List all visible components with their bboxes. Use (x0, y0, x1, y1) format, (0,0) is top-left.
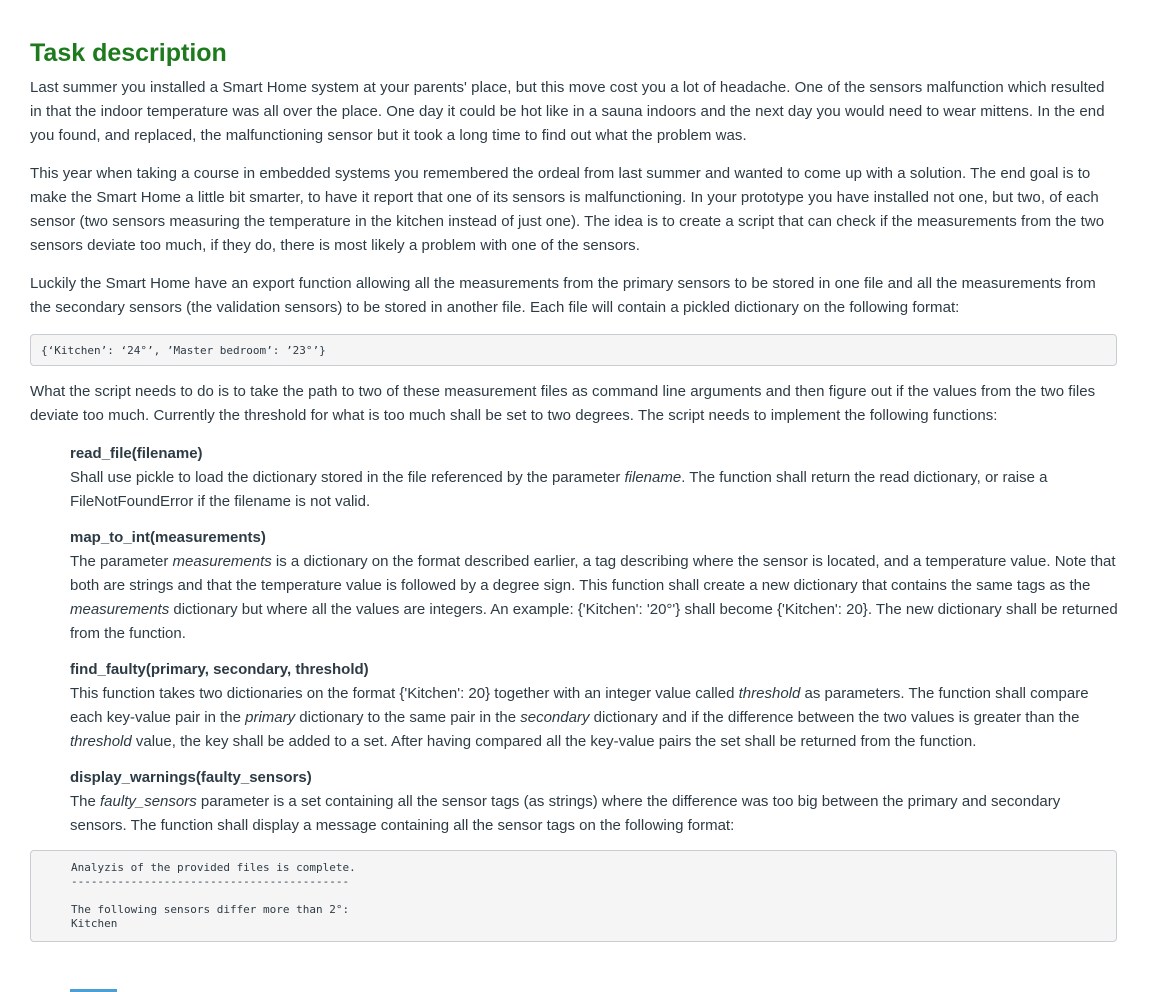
desc-text: parameter is a set containing all the sensor tags (as strings) where the difference was too big between the primary and secondary sensors. The function shall display a message containing all the sensor tags on the following format: (70, 793, 1061, 834)
function-description (70, 550, 1120, 646)
function-name: find_faulty(primary, secondary, threshold) (70, 661, 369, 678)
desc-text: dictionary to the same pair in the (295, 709, 521, 726)
desc-text: The parameter (70, 553, 173, 570)
intro-paragraph-4: What the script needs to do is to take the path to two of these measurement files as command line arguments and then figure out if the values from the two files deviate too much. Currently the threshold for what is too much shall be set to two degrees. The script needs to implement the following functions: (30, 383, 1096, 424)
function-display-warnings (70, 766, 1120, 838)
desc-text: . The function shall return the read dictionary, or raise a FileNotFoundError if the filename is not valid. (70, 469, 1048, 510)
intro-paragraph-3: Luckily the Smart Home have an export function allowing all the measurements from the primary sensors to be stored in one file and all the measurements from the secondary sensors (the validation sensors) to be stored in another file. Each file will contain a pickled dictionary on the following format: (30, 275, 1096, 316)
output-format-code (30, 850, 1117, 942)
intro-paragraph-1: Last summer you installed a Smart Home system at your parents' place, but this move cost you a lot of headache. One of the sensors malfunction which resulted in that the indoor temperature was all over the place. One day it could be hot like in a sauna indoors and the next day you would need to wear mittens. In the end you found, and replaced, the malfunctioning sensor but it took a long time to find out what the problem was. (30, 79, 1105, 144)
desc-text: This function takes two dictionaries on the format {'Kitchen': 20} together with an integer value called (70, 685, 739, 702)
param-name: measurements (70, 601, 170, 618)
param-name: threshold (738, 685, 801, 702)
param-name: threshold (70, 733, 132, 750)
desc-text: value, the key shall be added to a set. After having compared all the key-value pairs the set shall be returned from the function. (131, 733, 977, 750)
param-name: measurements (172, 553, 272, 570)
param-name: faulty_sensors (100, 793, 197, 810)
output-blank-line (71, 889, 1076, 903)
param-name: primary (245, 709, 296, 726)
function-map-to-int (70, 526, 1120, 646)
dictionary-format-code: {‘Kitchen’: ‘24°’, ’Master bedroom’: ’23°’} (30, 334, 1117, 366)
function-description (70, 790, 1120, 838)
desc-text: is a dictionary on the format described earlier, a tag describing where the sensor is located, and a temperature value. Note that both are strings and that the temperature value is followed by a degree sign. This function shall create a new dictionary that contains the same tags as the (70, 553, 1116, 594)
output-separator: ------------------------------------------ (71, 875, 350, 888)
function-find-faulty (70, 658, 1120, 754)
function-name: display_warnings(faulty_sensors) (70, 769, 312, 786)
desc-text: Shall use pickle to load the dictionary stored in the file referenced by the parameter (70, 469, 625, 486)
param-name: filename (624, 469, 682, 486)
function-read-file (70, 442, 1120, 514)
output-line: The following sensors differ more than 2°: (71, 903, 350, 916)
output-line: Analyzis of the provided files is complete. (71, 861, 356, 874)
output-line: Kitchen (71, 917, 118, 930)
intro-paragraph-2: This year when taking a course in embedded systems you remembered the ordeal from last summer and wanted to come up with a solution. The end goal is to make the Smart Home a little bit smarter, to have it report that one of its sensors is malfunctioning. In your prototype you have installed not one, but two, of each sensor (two sensors measuring the temperature in the kitchen instead of just one). The idea is to create a script that can check if the measurements from the two sensors deviate too much, if they do, there is most likely a problem with one of the sensors. (30, 165, 1105, 254)
param-name: secondary (520, 709, 590, 726)
page-title: Task description (30, 39, 227, 67)
function-description (70, 682, 1120, 754)
desc-text: dictionary and if the difference between the two values is greater than the (589, 709, 1080, 726)
desc-text: dictionary but where all the values are integers. An example: {'Kitchen': '20°'} shall become {'Kitchen': 20}. The new dictionary shall be returned from the function. (70, 601, 1118, 642)
task-page (30, 38, 1120, 942)
function-list (70, 442, 1120, 838)
function-name: map_to_int(measurements) (70, 529, 266, 546)
desc-text: as parameters. The function shall compare each key-value pair in the (70, 685, 1089, 726)
function-description (70, 466, 1120, 514)
function-name: read_file(filename) (70, 445, 203, 462)
desc-text: The (70, 793, 101, 810)
